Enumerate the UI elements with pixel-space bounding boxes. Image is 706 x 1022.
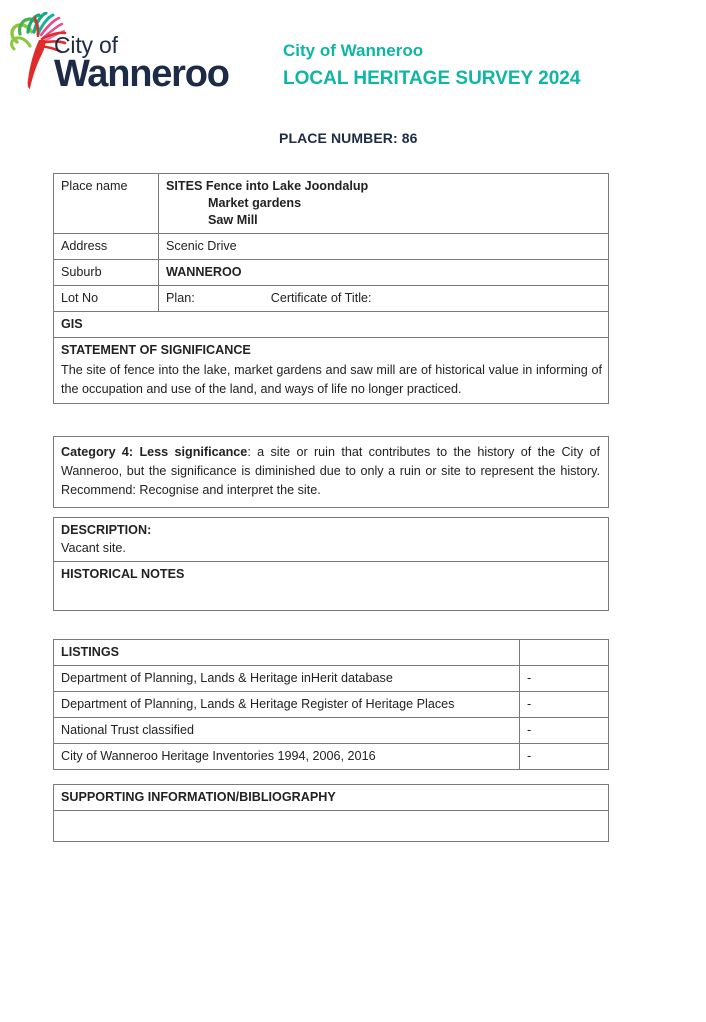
listing-value: - <box>520 666 609 692</box>
supporting-information-body <box>54 811 609 842</box>
table-row-address <box>54 234 609 260</box>
listing-value: - <box>520 744 609 770</box>
description-cell <box>54 518 609 562</box>
certificate-of-title-label: Certificate of Title: <box>270 291 372 305</box>
category-table <box>53 436 609 508</box>
table-row-gis <box>54 312 609 338</box>
suburb-label: Suburb <box>54 260 159 286</box>
suburb-value: WANNEROO <box>159 260 609 286</box>
statement-of-significance-text: The site of fence into the lake, market gardens and saw mill are of historical value in informing of the occupation and use of the land, and ways of life no longer practiced. <box>61 363 602 396</box>
table-row-statement-of-significance <box>54 338 609 404</box>
supporting-information-heading: SUPPORTING INFORMATION/BIBLIOGRAPHY <box>54 785 609 811</box>
table-row-supporting-body <box>54 811 609 842</box>
place-name-line-3: Saw Mill <box>208 213 258 227</box>
historical-notes-cell <box>54 562 609 611</box>
place-name-line-2: Market gardens <box>208 196 302 210</box>
category-separator: : <box>247 445 258 459</box>
page-header <box>0 0 706 146</box>
table-row <box>54 744 609 770</box>
listing-name: Department of Planning, Lands & Heritage Register of Heritage Places <box>54 692 520 718</box>
statement-of-significance-cell <box>54 338 609 404</box>
place-name-line-1: SITES Fence into Lake Joondalup <box>166 179 369 193</box>
listing-value: - <box>520 692 609 718</box>
header-title-survey: LOCAL HERITAGE SURVEY 2024 <box>283 68 581 89</box>
place-name-label: Place name <box>54 174 159 234</box>
description-table <box>53 517 609 611</box>
statement-of-significance-heading: STATEMENT OF SIGNIFICANCE <box>61 343 251 357</box>
table-row-suburb <box>54 260 609 286</box>
table-row-place-name <box>54 174 609 234</box>
listing-name: Department of Planning, Lands & Heritage inHerit database <box>54 666 520 692</box>
gis-label: GIS <box>54 312 609 338</box>
logo-city-text: City of <box>54 32 118 58</box>
description-text: Vacant site. <box>61 541 126 555</box>
table-row <box>54 666 609 692</box>
table-row-category <box>54 437 609 508</box>
table-row <box>54 718 609 744</box>
document-title-block <box>283 38 683 94</box>
listing-name: City of Wanneroo Heritage Inventories 1994, 2006, 2016 <box>54 744 520 770</box>
description-heading: DESCRIPTION: <box>61 523 152 537</box>
table-row-listings-heading <box>54 640 609 666</box>
listings-heading-value <box>520 640 609 666</box>
table-row <box>54 692 609 718</box>
place-details-table <box>53 173 609 404</box>
header-title-city: City of Wanneroo <box>283 41 424 60</box>
supporting-information-table <box>53 784 609 842</box>
listing-name: National Trust classified <box>54 718 520 744</box>
table-row-supporting-heading <box>54 785 609 811</box>
category-text: a site or ruin that contributes to the history of the City of Wanneroo, but the significance is diminished due to only a ruin or site to represent the history. Recommend: Recognise and interpret the site. <box>61 445 600 497</box>
logo-wanneroo-text: Wanneroo <box>54 53 229 95</box>
category-cell <box>54 437 609 508</box>
historical-notes-heading: HISTORICAL NOTES <box>61 567 185 581</box>
logo-wordmark <box>54 34 229 93</box>
listings-table <box>53 639 609 770</box>
lot-no-label: Lot No <box>54 286 159 312</box>
city-of-wanneroo-logo <box>8 12 238 94</box>
address-label: Address <box>54 234 159 260</box>
listing-value: - <box>520 718 609 744</box>
plan-label: Plan: <box>166 291 195 305</box>
place-number: PLACE NUMBER: 86 <box>279 130 418 146</box>
address-value: Scenic Drive <box>159 234 609 260</box>
table-row-description <box>54 518 609 562</box>
category-label: Category 4: Less significance <box>61 445 248 459</box>
place-name-value <box>159 174 609 234</box>
listings-heading: LISTINGS <box>54 640 520 666</box>
table-row-lot-no <box>54 286 609 312</box>
lot-no-value <box>159 286 609 312</box>
table-row-historical-notes <box>54 562 609 611</box>
